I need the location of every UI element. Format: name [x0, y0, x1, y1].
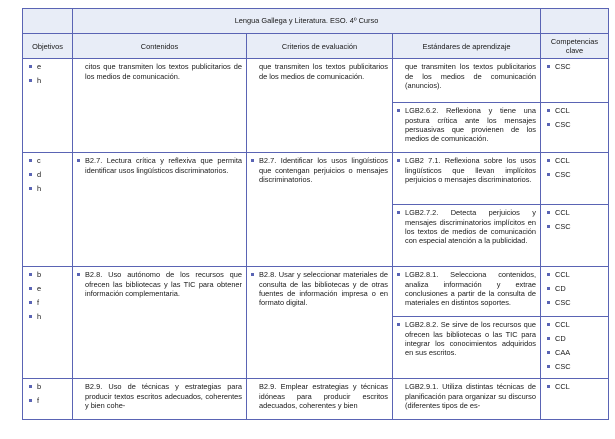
estandar-cell [393, 59, 541, 103]
header-objetivos: Objetivos [23, 34, 73, 59]
objetivos-cell [23, 379, 73, 420]
competencia-item: CD [555, 284, 604, 293]
contenido-text: citos que transmiten los textos publicitarios de los medios de comunicación. [85, 62, 242, 81]
estandar-cell [393, 153, 541, 205]
competencias-cell [541, 103, 609, 153]
objetivos-cell [23, 59, 73, 153]
objetivo-item: e [37, 284, 68, 293]
estandar-text: LGB2.6.2. Reflexiona y tiene una postura crítica ante los mensajes persuasivas que provienen de los medios de comunicación. [405, 106, 536, 144]
estandar-cell [393, 103, 541, 153]
contenido-text: B2.7. Lectura crítica y reflexiva que permita identificar usos lingüísticos discriminatorios. [85, 156, 242, 175]
competencia-item: CSC [555, 362, 604, 371]
criterio-text: B2.7. Identificar los usos lingüísticos que contengan perjuicios o mensajes discriminatorios. [259, 156, 388, 184]
competencias-cell [541, 153, 609, 205]
competencia-item: CCL [555, 270, 604, 279]
table-row [23, 59, 609, 103]
competencias-cell [541, 379, 609, 420]
criterio-cell [247, 379, 393, 420]
objetivo-item: e [37, 62, 68, 71]
competencia-item: CCL [555, 208, 604, 217]
table-row [23, 153, 609, 205]
objetivo-item: b [37, 382, 68, 391]
estandar-text: LGB2 7.1. Reflexiona sobre los usos lingüísticos que llevan implícitos perjuicios o mensajes discriminatorios. [405, 156, 536, 184]
competencia-item: CAA [555, 348, 604, 357]
estandar-text: LGB2.8.2. Se sirve de los recursos que ofrecen las bibliotecas o las TIC para integrar los conocimientos adquiridos en sus escritos. [405, 320, 536, 358]
competencia-item: CSC [555, 62, 604, 71]
objetivo-item: f [37, 298, 68, 307]
competencia-item: CCL [555, 156, 604, 165]
contenido-cell [73, 379, 247, 420]
header-estandares: Estándares de aprendizaje [393, 34, 541, 59]
competencia-item: CCL [555, 382, 604, 391]
criterio-text: B2.9. Emplear estrategias y técnicas idóneas para producir escritos adecuados, coherentes y bien [259, 382, 388, 416]
header-contenidos: Contenidos [73, 34, 247, 59]
criterio-cell [247, 153, 393, 267]
objetivo-item: f [37, 396, 68, 405]
table-title: Lengua Gallega y Literatura. ESO. 4º Curso [73, 9, 541, 34]
estandar-cell [393, 205, 541, 267]
competencia-item: CCL [555, 106, 604, 115]
contenido-cell [73, 267, 247, 379]
estandar-text: LGB2.8.1. Selecciona contenidos, analiza información y extrae conclusiones a partir de la consulta de materiales en distintos soportes. [405, 270, 536, 308]
objetivo-item: h [37, 184, 68, 193]
objetivo-item: b [37, 270, 68, 279]
competencia-item: CSC [555, 120, 604, 129]
estandar-text: que transmiten los textos publicitarios de los medios de comunicación (anuncios). [405, 62, 536, 90]
objetivo-item: h [37, 76, 68, 85]
competencia-item: CSC [555, 170, 604, 179]
criterio-cell [247, 59, 393, 153]
criterio-text: que transmiten los textos publicitarios de los medios de comunicación. [259, 62, 388, 81]
competencias-cell [541, 205, 609, 267]
competencia-item: CSC [555, 222, 604, 231]
objetivo-item: h [37, 312, 68, 321]
curriculum-table [22, 8, 609, 420]
competencia-item: CSC [555, 298, 604, 307]
competencia-item: CCL [555, 320, 604, 329]
table-row [23, 267, 609, 317]
estandar-cell [393, 267, 541, 317]
competencias-cell [541, 267, 609, 317]
header-criterios: Criterios de evaluación [247, 34, 393, 59]
header-competencias: Competencias clave [541, 34, 609, 59]
contenido-cell [73, 59, 247, 153]
objetivos-cell [23, 153, 73, 267]
table-row [23, 379, 609, 420]
estandar-cell [393, 317, 541, 379]
objetivo-item: c [37, 156, 68, 165]
objetivo-item: d [37, 170, 68, 179]
estandar-cell [393, 379, 541, 420]
competencia-item: CD [555, 334, 604, 343]
table-title-spacer [23, 9, 73, 34]
competencias-cell [541, 59, 609, 103]
estandar-text: LGB2.9.1. Utiliza distintas técnicas de planificación para organizar su discurso (diferentes tipos de es- [405, 382, 536, 416]
estandar-text: LGB2.7.2. Detecta perjuicios y mensajes discriminatorios implícitos en los textos de medios de comunicación con especial atención a la publicidad. [405, 208, 536, 246]
objetivos-cell [23, 267, 73, 379]
contenido-cell [73, 153, 247, 267]
competencias-cell [541, 317, 609, 379]
contenido-text: B2.8. Uso autónomo de los recursos que ofrecen las bibliotecas y las TIC para obtener información complementaria. [85, 270, 242, 298]
criterio-text: B2.8. Usar y seleccionar materiales de consulta de las bibliotecas y de otras fuentes de información impresa o en formato digital. [259, 270, 388, 308]
table-title-spacer [541, 9, 609, 34]
criterio-cell [247, 267, 393, 379]
contenido-text: B2.9. Uso de técnicas y estrategias para producir textos escritos adecuados, coherentes y bien cohe- [85, 382, 242, 416]
